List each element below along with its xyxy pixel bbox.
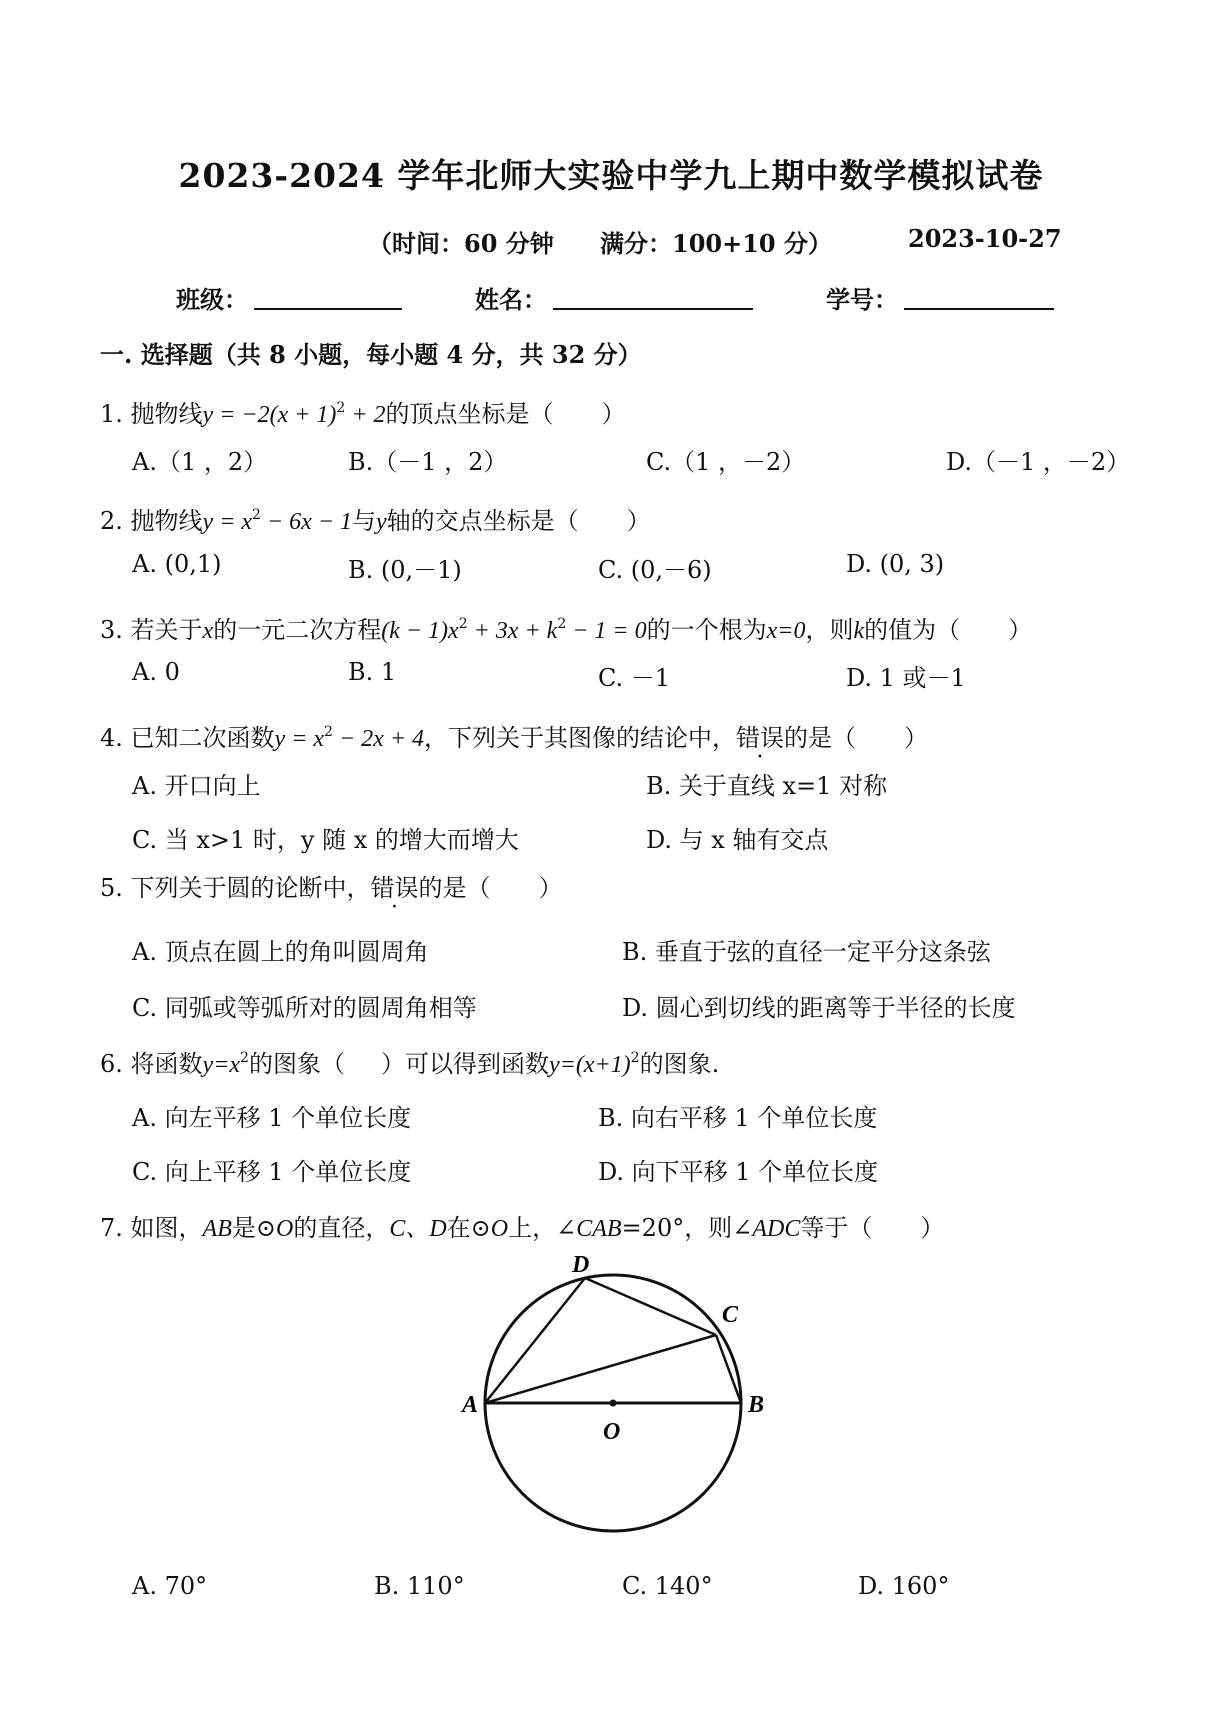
formula-tail: − 6x − 1 [260,509,353,535]
exponent: 2 [324,724,333,740]
q4-option-c[interactable]: C. 当 x>1 时，y 随 x 的增大而增大 [132,826,519,854]
q7-option-c[interactable]: C. 140° [622,1572,713,1600]
id-field [826,280,1054,315]
id-blank[interactable] [904,286,1054,310]
emphasis-wrong: 错误 [370,874,419,902]
class-blank[interactable] [254,286,402,310]
label-c: C [722,1302,739,1328]
label-a: A [462,1392,479,1418]
q5-option-a[interactable]: A. 顶点在圆上的角叫圆周角 [132,938,429,966]
q4-option-a[interactable]: A. 开口向上 [132,772,261,800]
q7-option-a[interactable]: A. 70° [132,1572,208,1600]
question-text-tail: 的值为（ [864,616,961,644]
question-6 [100,1044,719,1079]
exponent: 2 [557,616,567,632]
q7-option-b[interactable]: B. 110° [374,1572,465,1600]
question-text: ，则 [805,616,854,644]
question-text: 上，∠ [508,1214,577,1242]
question-text: 已知二次函数 [130,724,275,752]
formula: y=(x+1) [548,1052,631,1078]
question-text: =20°，则∠ [621,1214,753,1242]
q6-option-a[interactable]: A. 向左平移 1 个单位长度 [132,1104,412,1132]
q2-option-d[interactable]: D. (0, 3) [846,550,945,578]
q2-option-b[interactable]: B. (0,－1) [348,556,462,584]
exponent: 2 [240,1050,249,1066]
question-text: 的一元二次方程 [213,616,382,644]
answer-paren-close: ） [626,507,651,535]
q2-option-a[interactable]: A. (0,1) [132,550,222,578]
q1-option-a[interactable]: A.（1 ，2） [132,448,268,476]
question-text-tail: 的顶点坐标是（ [385,400,554,428]
question-text: 抛物线 [130,400,203,428]
question-text: 的直径， [293,1214,390,1242]
section-heading: 一. 选择题（共 8 小题，每小题 4 分，共 32 分） [100,340,642,369]
name-field [475,280,753,315]
q2-option-c[interactable]: C. (0,－6) [598,556,712,584]
formula-tail: − 2x + 4 [332,726,425,752]
center-point [610,1400,617,1407]
q1-option-d[interactable]: D.（－1 ，－2） [946,448,1131,476]
formula-tail: − 1 = 0 [566,618,647,644]
answer-paren-close: ） [904,724,929,752]
q5-option-b[interactable]: B. 垂直于弦的直径一定平分这条弦 [622,938,991,966]
question-number: 1. [100,400,123,428]
angle-label: CAB [576,1216,622,1242]
question-text: ，下列关于其图像的结论中， [424,724,737,752]
answer-paren-close: ） [1008,616,1033,644]
question-text-tail: 的是（ [418,874,491,902]
question-text: 是⊙ [231,1214,276,1242]
question-text-tail: 轴的交点坐标是（ [386,507,579,535]
question-text-tail: 的图象. [639,1050,720,1078]
q3-option-c[interactable]: C. －1 [598,664,671,692]
formula-tail: + 2 [345,402,386,428]
angle-label: ADC [752,1216,801,1242]
formula: y = x [202,509,253,535]
formula: y=x [202,1052,241,1078]
formula-mid: + 3x + k [467,618,558,644]
exponent: 2 [252,507,261,523]
question-text: 在⊙ [446,1214,491,1242]
answer-paren-close: ） [538,874,563,902]
question-3 [100,610,1032,645]
exponent: 2 [458,616,468,632]
exam-time: （时间：60 分钟 [368,229,554,258]
point-label: O [275,1216,294,1242]
q7-option-d[interactable]: D. 160° [858,1572,950,1600]
label-d: D [572,1252,590,1278]
question-text: 与 [352,507,377,535]
exponent: 2 [336,400,346,416]
q1-option-c[interactable]: C.（1 ，－2） [646,448,806,476]
id-label: 学号： [826,285,898,314]
root: x=0 [766,618,806,644]
point-label: O [490,1216,509,1242]
question-text: 可以得到函数 [404,1050,549,1078]
question-text: 如图， [130,1214,203,1242]
q4-option-d[interactable]: D. 与 x 轴有交点 [646,826,829,854]
question-text: 将函数 [130,1050,203,1078]
variable: y [376,509,387,535]
class-field [176,280,402,315]
question-number: 6. [100,1050,123,1078]
variable: x [202,618,214,644]
question-text: 的一个根为 [646,616,767,644]
class-label: 班级： [176,285,248,314]
question-text: 抛物线 [130,507,203,535]
question-number: 7. [100,1214,123,1242]
q6-option-c[interactable]: C. 向上平移 1 个单位长度 [132,1158,412,1186]
question-4 [100,718,928,753]
formula: y = x [274,726,325,752]
answer-paren-close: ） [601,400,626,428]
question-2 [100,501,651,536]
page-title: 2023-2024 学年北师大实验中学九上期中数学模拟试卷 [178,156,1044,195]
q6-option-b[interactable]: B. 向右平移 1 个单位长度 [598,1104,878,1132]
q6-option-d[interactable]: D. 向下平移 1 个单位长度 [598,1158,879,1186]
exam-date: 2023-10-27 [908,224,1062,253]
formula: (k − 1)x [381,618,459,644]
q1-option-b[interactable]: B.（－1 ，2） [348,448,508,476]
q5-option-c[interactable]: C. 同弧或等弧所对的圆周角相等 [132,994,477,1022]
question-text: 下列关于圆的论断中， [130,874,371,902]
answer-paren-close: ） [920,1214,945,1242]
question-5 [100,868,563,903]
question-1 [100,394,626,429]
emphasis-wrong: 错误 [736,724,785,752]
formula: y = −2(x + 1) [202,402,337,428]
question-number: 3. [100,616,123,644]
circle-figure [440,1250,780,1570]
q3-option-a[interactable]: A. 0 [132,658,180,686]
question-number: 5. [100,874,123,902]
segment-label: AB [202,1216,232,1242]
exponent: 2 [630,1050,640,1066]
name-blank[interactable] [553,286,753,310]
answer-paren-close: ） [380,1050,405,1078]
question-text: 若关于 [130,616,203,644]
question-text-tail: 的是（ [784,724,857,752]
point-label: C、D [389,1216,447,1242]
q5-option-d[interactable]: D. 圆心到切线的距离等于半径的长度 [622,994,1016,1022]
q3-option-b[interactable]: B. 1 [348,658,397,686]
question-number: 4. [100,724,123,752]
label-b: B [748,1392,765,1418]
question-7 [100,1208,944,1243]
chord-ac [485,1335,716,1403]
question-text-tail: 等于（ [800,1214,873,1242]
question-number: 2. [100,507,123,535]
question-text: 的图象（ [248,1050,345,1078]
q4-option-b[interactable]: B. 关于直线 x=1 对称 [646,772,888,800]
exam-score: 满分：100+10 分） [600,229,832,258]
label-o: O [603,1419,621,1445]
variable: k [853,618,865,644]
q3-option-d[interactable]: D. 1 或－1 [846,664,966,692]
name-label: 姓名： [475,285,547,314]
